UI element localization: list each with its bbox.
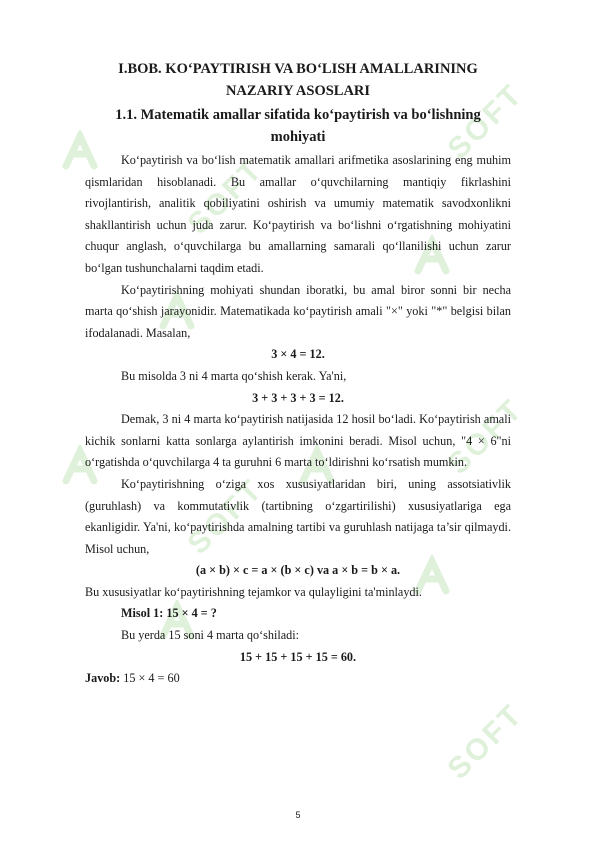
answer-line: [85, 668, 511, 690]
example-label: Misol 1: 15 × 4 = ?: [121, 606, 217, 621]
equation-3: (a × b) × c = a × (b × c) va a × b = b × a.: [195, 563, 401, 578]
paragraph-1: Ko‘paytirish va bo‘lish matematik amallari arifmetika asoslarining eng muhim qismlaridan hisoblanadi. Bu amallar o‘quvchilarning mantiqiy fikrlashini rivojlantirish, analitik qobiliyatini oshirish va umumiy matematik savodxonlikni shakllantirish uchun juda zarur. Ko‘paytirish va bo‘lishni o‘rgatishning mohiyatini chuqur anglash, o‘quvchilarga bu amallarning samarali qo‘llanilishi uchun zarur bo‘lgan tushunchalarni taqdim etadi.: [85, 153, 511, 275]
answer-label: Javob:: [85, 671, 121, 686]
paragraph-5: Ko‘paytirishning o‘ziga xos xususiyatlaridan biri, uning assotsiativlik (guruhlash) va kommutativlik (tartibning o‘zgartirilishi) xususiyatlariga ega ekanligidir. Ya'ni, ko‘paytirishda amalning tartibi va guruhlash natijaga ta’sir qilmaydi. Misol uchun,: [85, 476, 511, 556]
paragraph-7: Bu yerda 15 soni 4 marta qo‘shiladi:: [121, 628, 300, 643]
section-title-line2: mohiyati: [270, 129, 326, 145]
section-title-line1: 1.1. Matematik amallar sifatida ko‘paytirish va bo‘lishning: [115, 107, 481, 123]
paragraph-6: Bu xususiyatlar ko‘paytirishning tejamkor va qulayligini ta'minlaydi.: [85, 584, 422, 599]
chapter-title-line1: I.BOB. KO‘PAYTIRISH VA BO‘LISH AMALLARINING: [118, 61, 478, 77]
watermark-text: SOFT: [181, 152, 270, 241]
watermark-text: SOFT: [441, 392, 530, 481]
watermark-text: SOFT: [441, 697, 530, 786]
watermark-text: SOFT: [181, 472, 270, 561]
page-number: 5: [295, 810, 301, 820]
document-page: [85, 58, 511, 690]
watermark-text: SOFT: [441, 77, 530, 166]
paragraph-2: Ko‘paytirishning mohiyati shundan iboratki, bu amal biror sonni bir necha marta qo‘shish jarayonidir. Matematikada ko‘paytirish amali "×" yoki "*" belgisi bilan ifodalanadi. Masalan,: [85, 282, 511, 340]
answer-value: 15 × 4 = 60: [120, 671, 180, 686]
paragraph-4: Demak, 3 ni 4 marta ko‘paytirish natijasida 12 hosil bo‘ladi. Ko‘paytirish amali kichik sonlarni katta sonlarga aylantirish imkonini beradi. Misol uchun, "4 × 6"ni o‘rgatishda o‘quvchilarga 4 ta guruhni 6 marta to‘ldirishni ko‘rsatish mumkin.: [85, 412, 511, 470]
paragraph-3: Bu misolda 3 ni 4 marta qo‘shish kerak. Ya'ni,: [121, 368, 347, 383]
equation-4: 15 + 15 + 15 + 15 = 60.: [239, 649, 357, 664]
example-heading: [85, 603, 511, 625]
chapter-title-line2: NAZARIY ASOSLARI: [225, 83, 371, 99]
equation-2: 3 + 3 + 3 + 3 = 12.: [252, 390, 344, 405]
equation-1: 3 × 4 = 12.: [271, 347, 325, 362]
